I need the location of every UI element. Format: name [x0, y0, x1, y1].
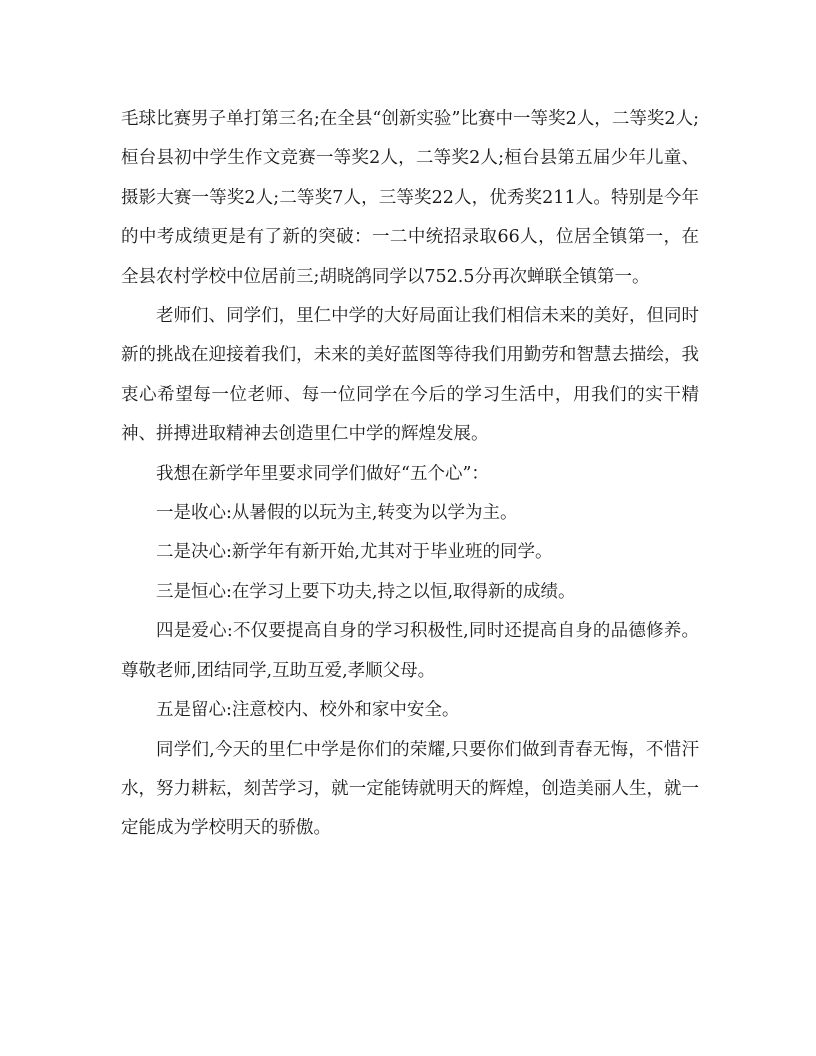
paragraph-five-hearts-intro: 我想在新学年里要求同学们做好“五个心”： [156, 463, 489, 484]
paragraph-heart-3: 三是恒心:在学习上要下功夫,持之以恒,取得新的成绩。 [156, 581, 576, 602]
paragraph-heart-5: 五是留心:注意校内、校外和家中安全。 [156, 700, 460, 721]
paragraph-achievements: 毛球比赛男子单打第三名;在全县“创新实验”比赛中一等奖2人，二等奖2人;桓台县初中学生作文竞赛一等奖2人，二等奖2人;桓台县第五届少年儿童、摄影大赛一等奖2人;二等奖7人，三等奖22人，优秀奖211人。特别是今年的中考成绩更是有了新的突破：一二中统招录取66人，位居全镇第一，在全县农村学校中位居前三;胡晓鸽同学以752.5分再次蝉联全镇第一。 [121, 109, 699, 287]
paragraph-closing: 同学们,今天的里仁中学是你们的荣耀,只要你们做到青春无悔，不惜汗水，努力耕耘，刻苦学习，就一定能铸就明天的辉煌，创造美丽人生，就一定能成为学校明天的骄傲。 [121, 739, 699, 839]
paragraph-heart-4: 四是爱心:不仅要提高自身的学习积极性,同时还提高自身的品德修养。尊敬老师,团结同学,互助互爱,孝顺父母。 [121, 621, 699, 681]
paragraph-heart-1: 一是收心:从暑假的以玩为主,转变为以学为主。 [156, 503, 518, 524]
paragraph-future-outlook: 老师们、同学们，里仁中学的大好局面让我们相信未来的美好，但同时新的挑战在迎接着我们，未来的美好蓝图等待我们用勤劳和智慧去描绘，我衷心希望每一位老师、每一位同学在今后的学习生活中，用我们的实干精神、拼搏进取精神去创造里仁中学的辉煌发展。 [121, 306, 699, 445]
document-body [121, 100, 699, 849]
paragraph-heart-2: 二是决心:新学年有新开始,尤其对于毕业班的同学。 [156, 542, 553, 563]
